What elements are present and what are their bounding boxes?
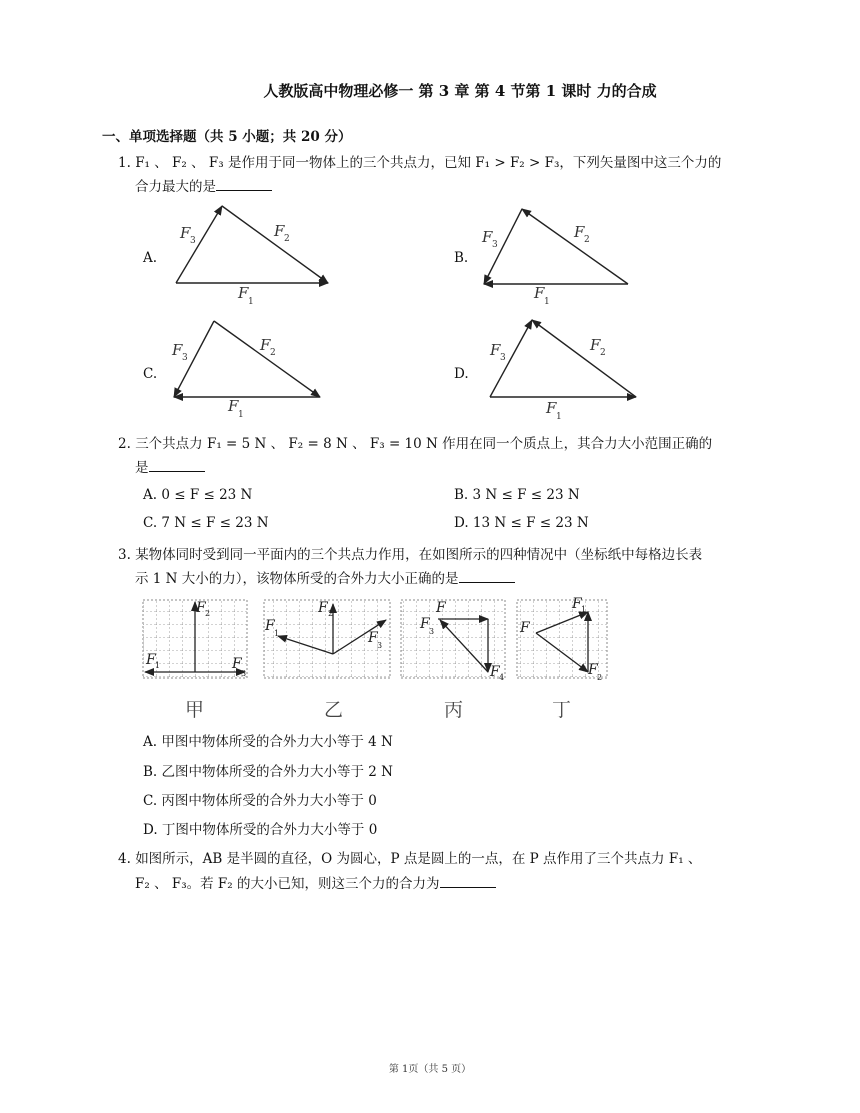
svg-text:F: F: [436, 600, 446, 616]
question-text: F₁ 、 F₂ 、 F₃ 是作用于同一物体上的三个共点力，已知 F₁ > F₂ > F₃，下列矢量图中这三个力的: [135, 155, 722, 171]
svg-text:2: 2: [597, 673, 603, 682]
svg-text:F: F: [274, 222, 285, 240]
page-title: 人教版高中物理必修一 第 3 章 第 4 节第 1 课时 力的合成: [263, 82, 657, 100]
caption-yi: 乙: [324, 699, 344, 721]
svg-text:F: F: [420, 616, 430, 632]
svg-text:F: F: [318, 600, 328, 616]
question-number: 2.: [118, 436, 131, 452]
option-b: B. 3 N ≤ F ≤ 23 N: [454, 487, 580, 503]
svg-text:2: 2: [328, 609, 334, 618]
svg-text:F: F: [534, 284, 545, 302]
grid-captions: [185, 699, 571, 721]
option-c: C. 7 N ≤ F ≤ 23 N: [143, 515, 269, 531]
svg-text:F: F: [146, 652, 156, 668]
svg-text:F: F: [572, 596, 582, 612]
svg-text:2: 2: [205, 609, 211, 618]
option-d: D. 13 N ≤ F ≤ 23 N: [454, 515, 589, 531]
svg-text:2: 2: [284, 234, 290, 244]
svg-text:F: F: [490, 664, 500, 680]
svg-text:3: 3: [182, 353, 188, 363]
svg-text:F: F: [482, 228, 493, 246]
svg-text:1: 1: [581, 605, 587, 614]
svg-text:F: F: [260, 336, 271, 354]
svg-text:1: 1: [238, 410, 244, 420]
option-c: C. 丙图中物体所受的合外力大小等于 0: [143, 793, 377, 809]
svg-text:F: F: [574, 223, 585, 241]
section-heading: 一、单项选择题（共 5 小题；共 20 分）: [102, 129, 352, 145]
svg-text:F: F: [588, 662, 598, 678]
question-number: 1.: [118, 155, 131, 171]
svg-text:F: F: [490, 341, 501, 359]
caption-bing: 丙: [444, 699, 464, 721]
option-a: A. 甲图中物体所受的合外力大小等于 4 N: [143, 734, 393, 750]
svg-text:F: F: [232, 656, 242, 672]
svg-text:F: F: [590, 336, 601, 354]
option-a-label: A.: [143, 250, 158, 266]
option-b: B. 乙图中物体所受的合外力大小等于 2 N: [143, 764, 393, 780]
svg-text:F: F: [180, 224, 191, 242]
svg-text:F: F: [196, 600, 206, 616]
svg-text:1: 1: [274, 629, 280, 638]
svg-text:4: 4: [499, 673, 505, 682]
svg-text:2: 2: [584, 235, 590, 245]
answer-blank: [440, 873, 496, 888]
svg-text:1: 1: [544, 297, 550, 307]
question-text: F₂ 、 F₃。若 F₂ 的大小已知，则这三个力的合力为: [135, 876, 440, 892]
question-text: 合力最大的是: [135, 179, 216, 195]
svg-text:3: 3: [492, 240, 498, 250]
svg-text:3: 3: [241, 669, 247, 678]
svg-text:F: F: [546, 399, 557, 417]
question-number: 3.: [118, 547, 131, 563]
svg-text:F: F: [172, 341, 183, 359]
question-number: 4.: [118, 851, 131, 867]
svg-text:2: 2: [270, 348, 276, 358]
svg-text:F: F: [265, 618, 275, 634]
question-text: 某物体同时受到同一平面内的三个共点力作用，在如图所示的四种情况中（坐标纸中每格边长表: [135, 547, 703, 563]
svg-text:1: 1: [155, 661, 161, 670]
svg-text:F: F: [368, 630, 378, 646]
svg-text:3: 3: [500, 353, 506, 363]
svg-text:F: F: [228, 397, 239, 415]
option-b-label: B.: [454, 250, 469, 266]
caption-ding: 丁: [552, 699, 572, 721]
option-d: D. 丁图中物体所受的合外力大小等于 0: [143, 822, 378, 838]
svg-text:1: 1: [556, 412, 562, 422]
question-4: [118, 847, 768, 871]
page-footer: 第 1页（共 5 页）: [388, 1064, 472, 1075]
svg-text:3: 3: [429, 627, 435, 636]
svg-text:1: 1: [248, 297, 254, 307]
option-c-label: C.: [143, 366, 158, 382]
question-text: 示 1 N 大小的力），该物体所受的合外力大小正确的是: [135, 571, 459, 587]
option-d-label: D.: [454, 366, 469, 382]
svg-text:F: F: [520, 620, 530, 636]
option-a: A. 0 ≤ F ≤ 23 N: [143, 487, 253, 503]
svg-text:3: 3: [377, 641, 383, 650]
question-text: 如图所示，AB 是半圆的直径，O 为圆心，P 点是圆上的一点，在 P 点作用了三个共点力 F₁ 、: [135, 851, 702, 867]
svg-text:2: 2: [600, 348, 606, 358]
caption-jia: 甲: [185, 699, 205, 721]
question-text: 三个共点力 F₁ = 5 N 、 F₂ = 8 N 、 F₃ = 10 N 作用在同一个质点上，其合力大小范围正确的: [135, 436, 713, 452]
question-4-line2: [135, 872, 496, 896]
svg-text:F: F: [238, 284, 249, 302]
question-text: 是: [135, 460, 149, 476]
svg-text:3: 3: [190, 236, 196, 246]
